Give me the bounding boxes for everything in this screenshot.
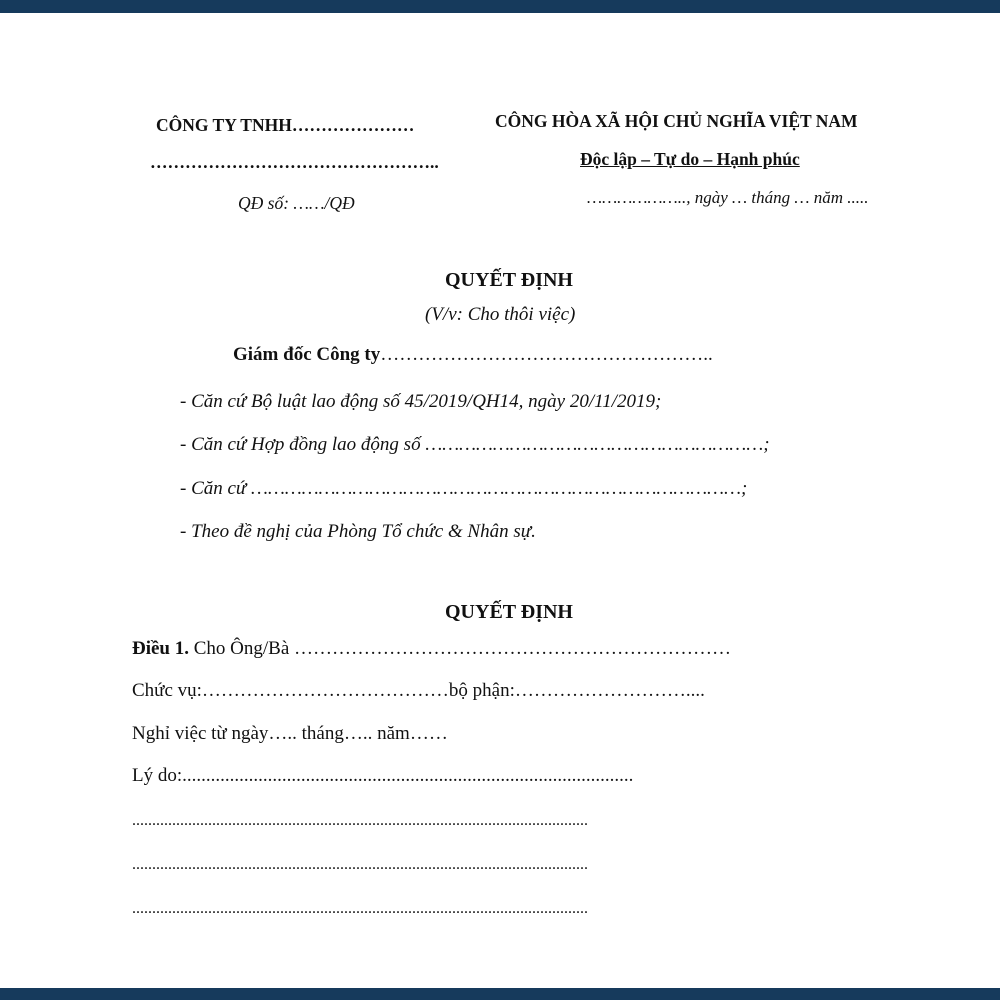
authority-label: Giám đốc Công ty xyxy=(233,344,381,365)
nation-title: CÔNG HÒA XÃ HỘI CHỦ NGHĨA VIỆT NAM xyxy=(495,111,858,131)
blank-line: .................................................................................................................. xyxy=(132,812,588,829)
document-title: QUYẾT ĐỊNH xyxy=(445,269,573,291)
leave-date-line: Nghỉ việc từ ngày….. tháng….. năm…… xyxy=(132,723,448,744)
authority-dots: …………………………………………….. xyxy=(380,344,713,365)
legal-basis-labor-code: - Căn cứ Bộ luật lao động số 45/2019/QH14, ngày 20/11/2019; xyxy=(180,391,662,412)
bottom-border-bar xyxy=(0,988,1000,1000)
issuing-authority xyxy=(233,344,713,367)
article-1-text: Cho Ông/Bà …………………………………………………………… xyxy=(189,638,732,659)
company-name-dots: ………………………………………….. xyxy=(150,152,439,172)
national-motto: Độc lập – Tự do – Hạnh phúc xyxy=(580,149,800,169)
top-border-bar xyxy=(0,0,1000,13)
blank-line: .................................................................................................................. xyxy=(132,856,588,873)
legal-basis-other: - Căn cứ ……………………………………………………………………………; xyxy=(180,478,748,499)
company-name: CÔNG TY TNHH………………… xyxy=(156,115,415,135)
legal-basis-proposal: - Theo đề nghị của Phòng Tổ chức & Nhân sự. xyxy=(180,521,536,542)
document-subject: (V/v: Cho thôi việc) xyxy=(425,304,576,325)
decision-number: QĐ số: ……/QĐ xyxy=(238,193,355,213)
legal-basis-contract: - Căn cứ Hợp đồng lao động số ……………………………………………………; xyxy=(180,434,770,455)
position-line: Chức vụ:…………………………………bộ phận:……………………….... xyxy=(132,680,705,701)
place-and-date: ……………….., ngày … tháng … năm ..... xyxy=(587,188,869,207)
decision-heading: QUYẾT ĐỊNH xyxy=(445,601,573,623)
article-1-label: Điều 1. xyxy=(132,638,189,659)
blank-line: .................................................................................................................. xyxy=(132,900,588,917)
article-1 xyxy=(132,638,731,661)
reason-line: Lý do:............................................................................................... xyxy=(132,765,634,786)
